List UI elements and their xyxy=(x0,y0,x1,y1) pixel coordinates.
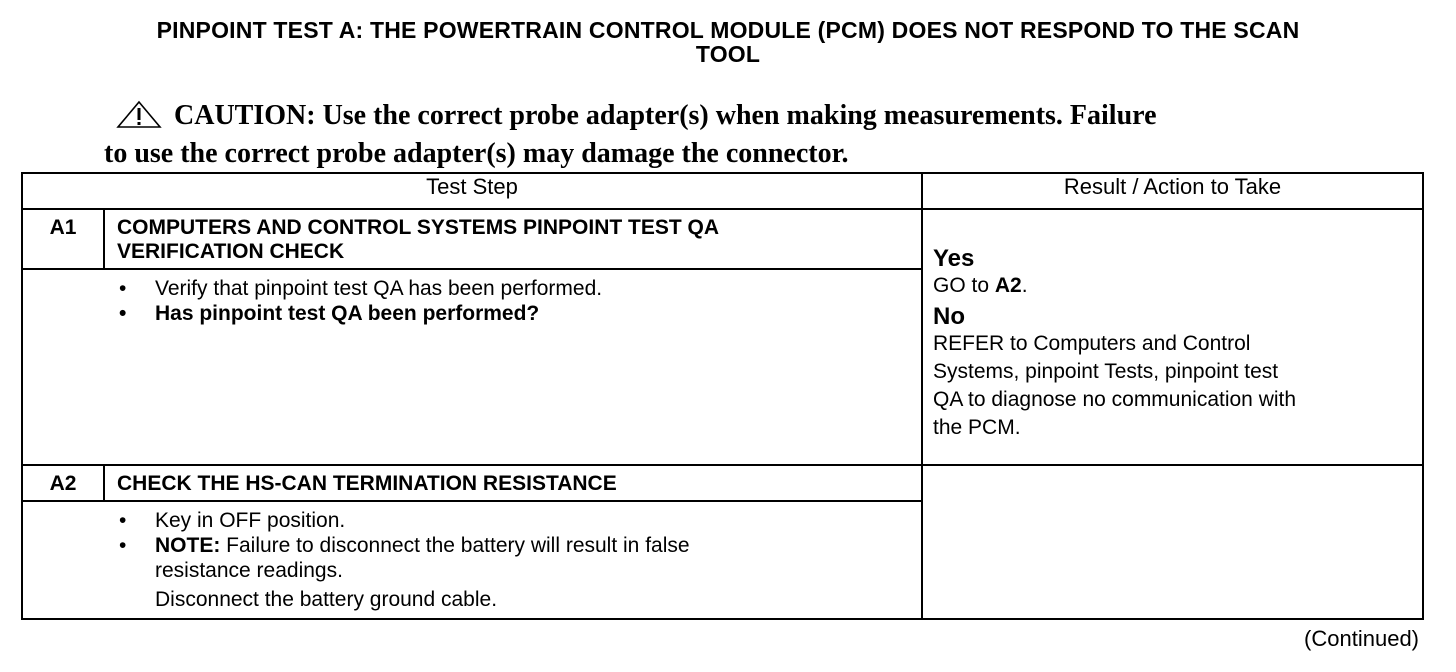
result-no-line-2: Systems, pinpoint Tests, pinpoint test xyxy=(933,360,1279,383)
pinpoint-test-table xyxy=(21,172,1424,620)
result-no-line-3: QA to diagnose no communication with xyxy=(933,388,1297,411)
caution-text-1: Use the correct probe adapter(s) when making measurements. Failure xyxy=(322,100,1157,131)
bullet-text: Verify that pinpoint test QA has been performed. xyxy=(155,277,603,300)
page-title xyxy=(20,18,1436,66)
step-bullet-list xyxy=(117,276,909,326)
result-yes-target: A2 xyxy=(994,274,1022,297)
step-title: CHECK THE HS-CAN TERMINATION RESISTANCE xyxy=(104,465,922,501)
step-bullet-list xyxy=(117,508,909,583)
bullet-text: Key in OFF position. xyxy=(155,509,346,532)
warning-triangle-icon xyxy=(116,100,162,138)
title-line-2: TOOL xyxy=(695,41,761,67)
result-yes-label: Yes xyxy=(933,245,975,272)
bullet-dot: • xyxy=(119,302,127,325)
step-a1-title-row xyxy=(22,209,1423,269)
result-yes-prefix: GO to xyxy=(933,274,995,297)
note-text-1: Failure to disconnect the battery will result in false xyxy=(220,534,690,557)
result-no-line-4: the PCM. xyxy=(933,416,1021,439)
result-no-line-1: REFER to Computers and Control xyxy=(933,332,1251,355)
step-a1-result xyxy=(922,209,1423,465)
bullet-dot: • xyxy=(119,534,127,557)
list-item xyxy=(117,301,909,326)
title-line-1: PINPOINT TEST A: THE POWERTRAIN CONTROL MODULE (PCM) DOES NOT RESPOND TO THE SCAN xyxy=(156,17,1300,43)
step-title xyxy=(104,209,922,269)
list-item xyxy=(117,276,909,301)
note-label: NOTE: xyxy=(155,534,221,557)
list-item xyxy=(117,533,909,583)
result-yes-suffix: . xyxy=(1021,274,1028,297)
bullet-dot: • xyxy=(119,277,127,300)
step-a1-body xyxy=(22,269,922,465)
result-yes-action xyxy=(933,272,1414,300)
step-a2-result xyxy=(922,465,1423,619)
header-test-step: Test Step xyxy=(22,173,922,209)
step-title-line-2: VERIFICATION CHECK xyxy=(117,240,345,263)
caution-label: CAUTION: xyxy=(174,100,316,131)
step-title-line-1: COMPUTERS AND CONTROL SYSTEMS PINPOINT TEST QA xyxy=(117,216,720,239)
table-header-row xyxy=(22,173,1423,209)
list-item xyxy=(117,508,909,533)
bullet-dot: • xyxy=(119,509,127,532)
step-a2-body xyxy=(22,501,922,619)
bullet-text: Has pinpoint test QA been performed? xyxy=(155,302,540,325)
step-number: A1 xyxy=(22,209,104,269)
step-instruction: Disconnect the battery ground cable. xyxy=(155,588,498,611)
step-a2-title-row xyxy=(22,465,1423,501)
note-text-2: resistance readings. xyxy=(155,559,343,582)
continued-label: (Continued) xyxy=(1304,626,1419,651)
caution-notice xyxy=(104,100,1304,170)
result-no-label: No xyxy=(933,303,965,330)
header-result-action: Result / Action to Take xyxy=(922,173,1423,209)
step-number: A2 xyxy=(22,465,104,501)
caution-text-2: to use the correct probe adapter(s) may damage the connector. xyxy=(104,138,849,169)
caution-line-1 xyxy=(104,100,1304,138)
